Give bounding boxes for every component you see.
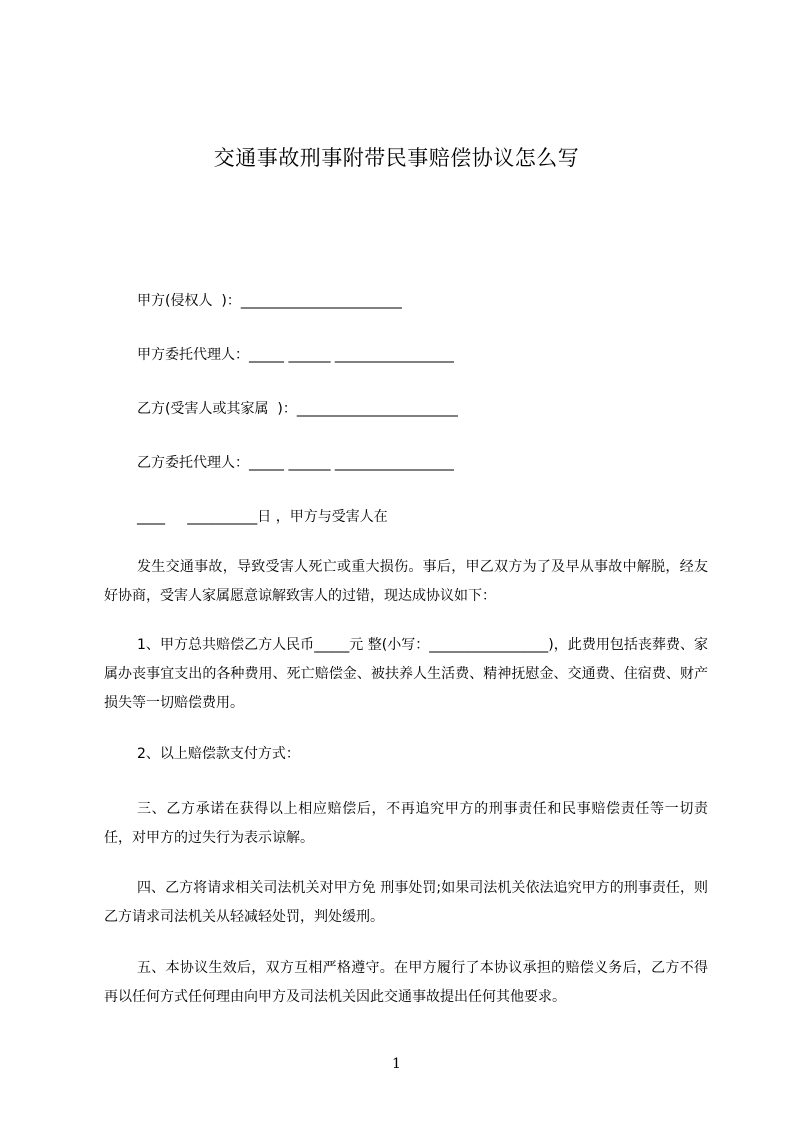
- party-a-field: 甲方(侵权人 )：_______________________: [137, 293, 402, 309]
- page-number: 1: [392, 1056, 401, 1072]
- clause-2: 2、以上赔偿款支付方式：: [137, 746, 300, 762]
- document-title: 交通事故刑事附带民事赔偿协议怎么写: [213, 146, 580, 170]
- party-b-field: 乙方(受害人或其家属 )：_______________________: [137, 401, 458, 417]
- clause-1: 1、甲方总共赔偿乙方人民币_____元 整(小写：_________________)，此费用包括丧葬费、家属办丧事宜支出的各种费用、死亡赔偿金、被扶养人生活费、精神抚慰金、交通费、住宿费、财产损失等一切赔偿费用。: [104, 637, 708, 711]
- clause-4: 四、乙方将请求相关司法机关对甲方免 刑事处罚;如果司法机关依法追究甲方的刑事责任，则乙方请求司法机关从轻减轻处罚，判处缓刑。: [104, 880, 708, 925]
- party-b-agent-field: 乙方委托代理人：_____ ______ _________________: [137, 455, 454, 471]
- party-a-agent-field: 甲方委托代理人：_____ ______ _________________: [137, 347, 454, 363]
- intro-paragraph: 发生交通事故，导致受害人死亡或重大损伤。事后，甲乙双方为了及早从事故中解脱，经友好协商，受害人家属愿意谅解致害人的过错，现达成协议如下：: [104, 559, 708, 604]
- clause-3: 三、乙方承诺在获得以上相应赔偿后，不再追究甲方的刑事责任和民事赔偿责任等一切责任，对甲方的过失行为表示谅解。: [104, 801, 708, 846]
- date-line: ____ __________日 ，甲方与受害人在: [137, 509, 388, 525]
- clause-5: 五、本协议生效后，双方互相严格遵守。在甲方履行了本协议承担的赔偿义务后，乙方不得再以任何方式任何理由向甲方及司法机关因此交通事故提出任何其他要求。: [104, 960, 708, 1005]
